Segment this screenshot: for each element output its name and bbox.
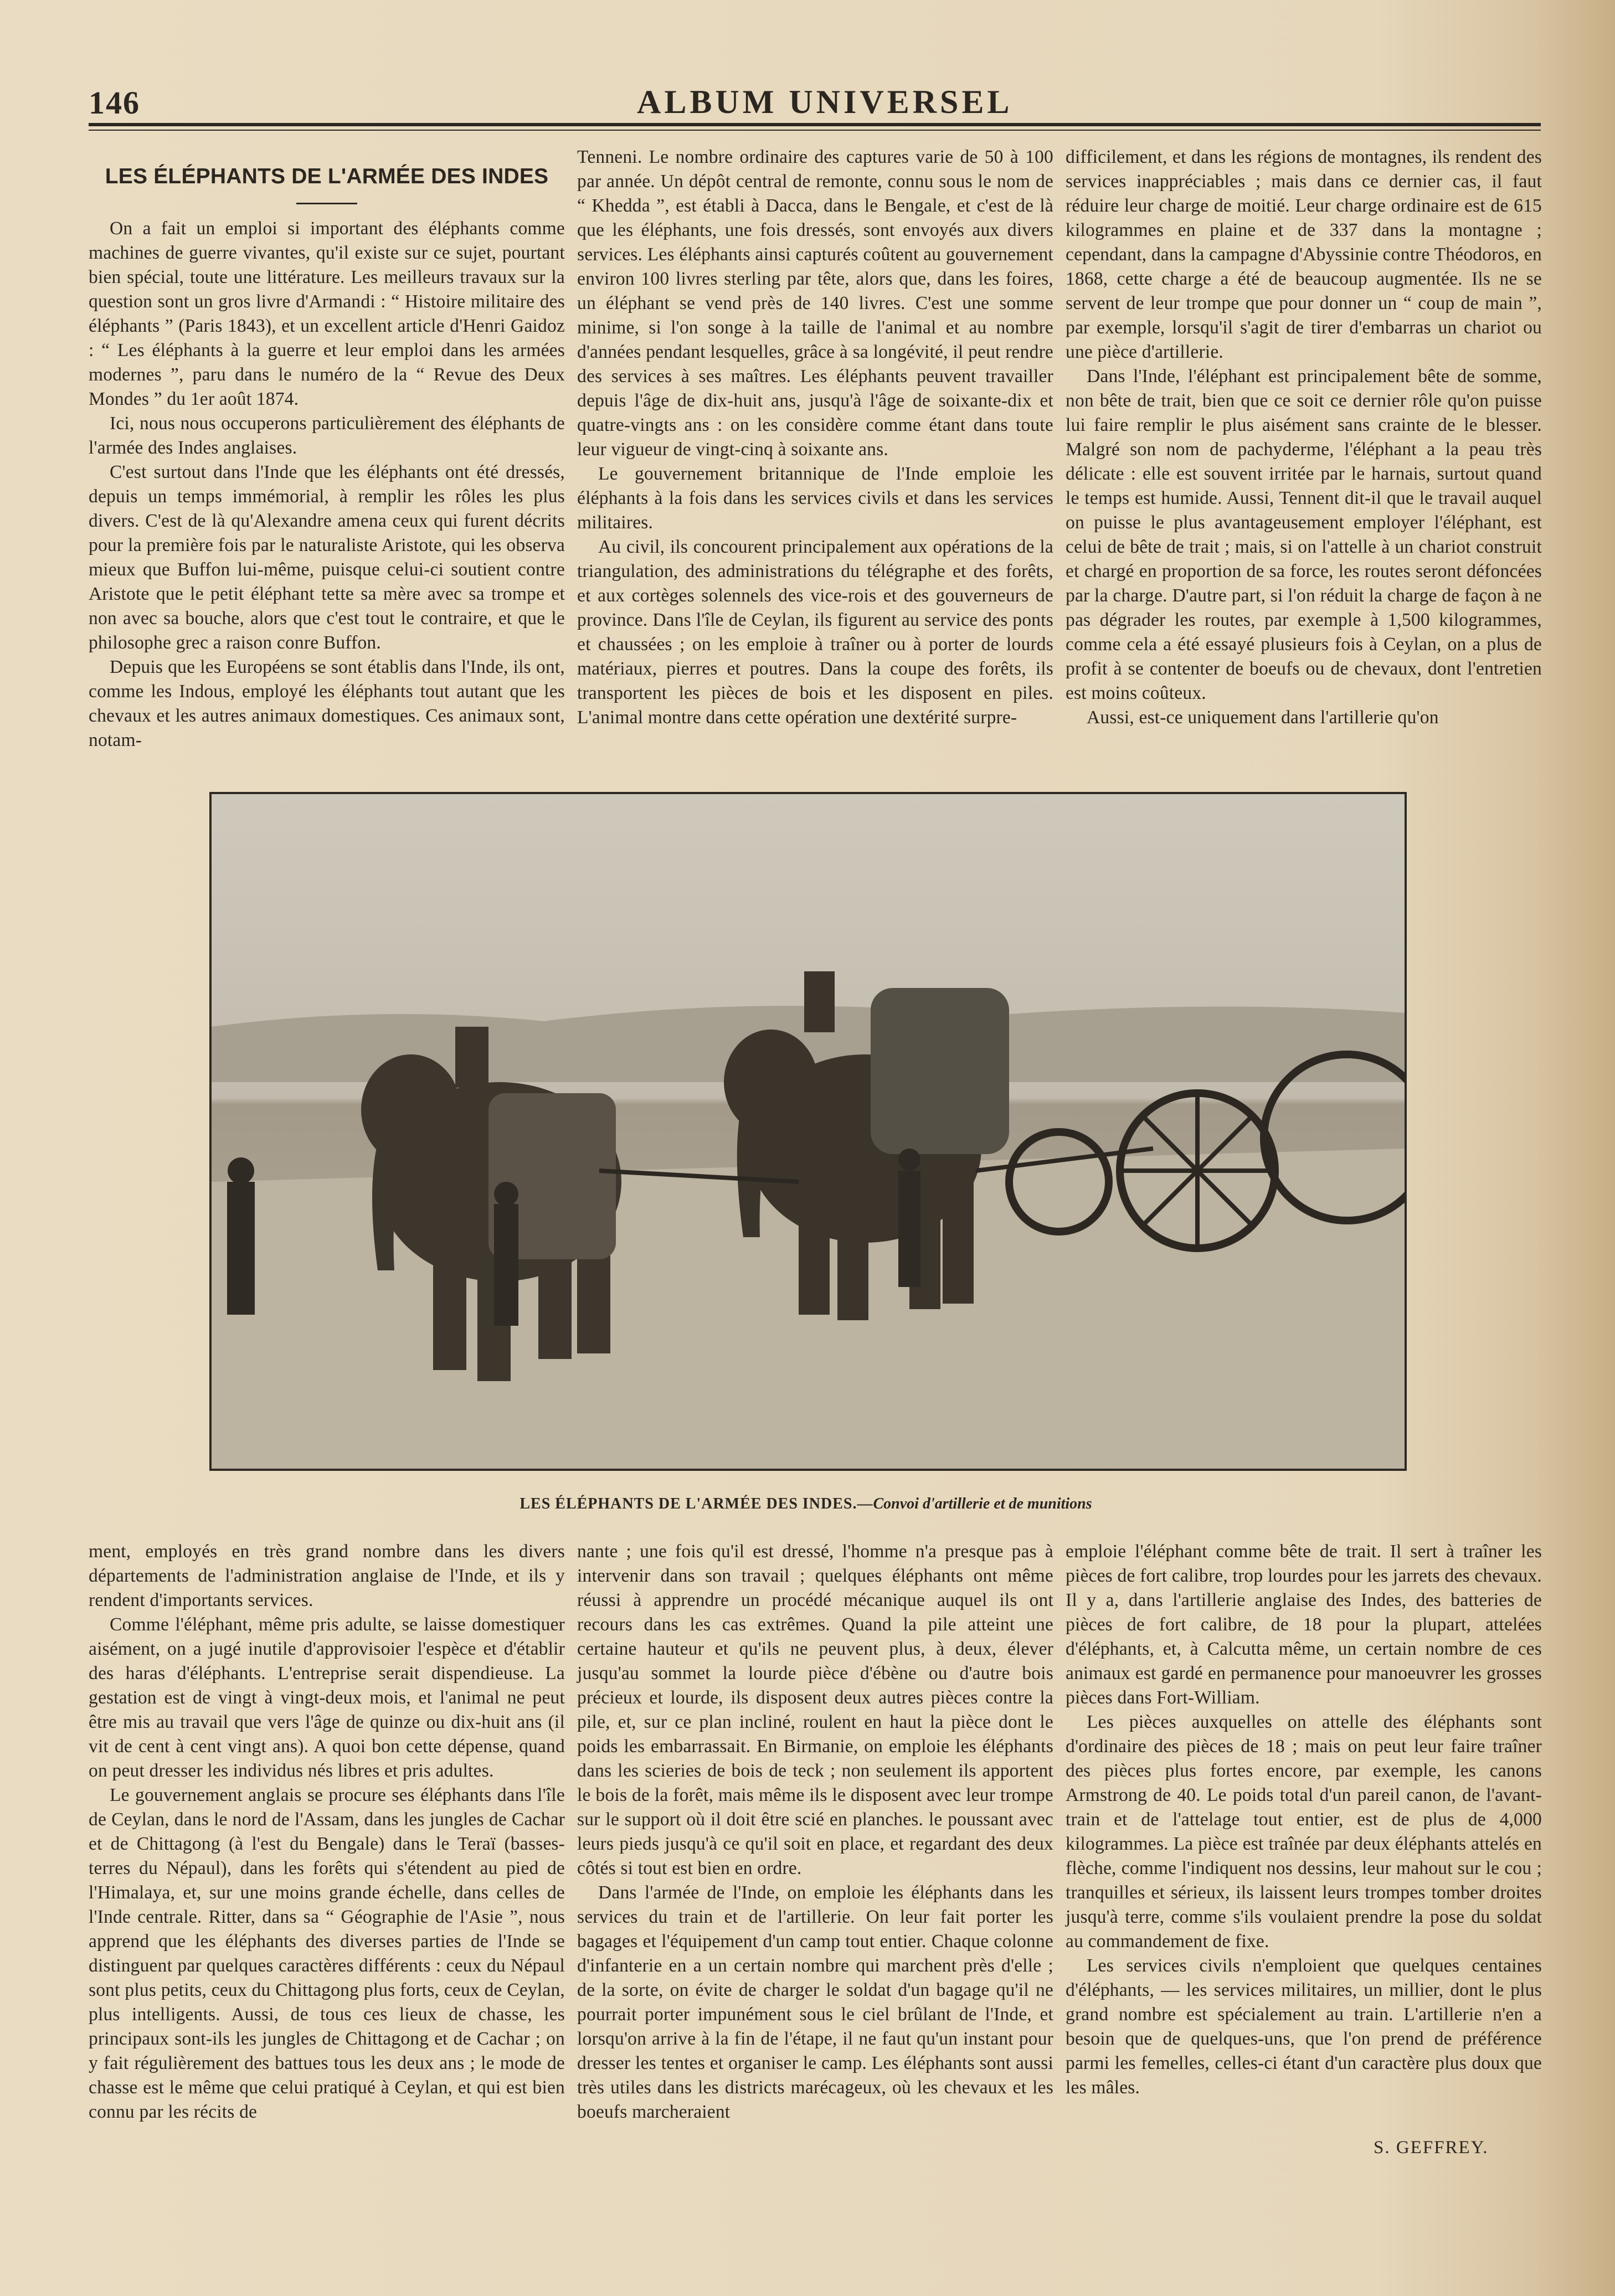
paragraph: emploie l'éléphant comme bête de trait. Il sert à traîner les pièces de fort calibre, trop lourdes pour les jarrets des chevaux. Il y a, dans l'artillerie anglaise des Indes, des batteries de pièces de fort calibre, de 18 pour la plupart, attelées d'éléphants, et, à Calcutta même, un certain nombre de ces animaux est gardé en permanence pour manoeuvrer les grosses pièces dans Fort-William. bbox=[1066, 1541, 1542, 1708]
photo-illustration bbox=[212, 794, 1405, 1469]
author-signature: S. GEFFREY. bbox=[1374, 2138, 1489, 2158]
paragraph: Dans l'Inde, l'éléphant est principalement bête de somme, non bête de trait, bien que ce soit ce dernier rôle qu'on puisse lui faire remplir le plus aisément sans crainte de le blesser. Malgré son nom de pachyderme, l'éléphant a la peau très délicate : elle est souvent irritée par le harnais, surtout quand le temps est humide. Aussi, Tennent dit-il que le travail auquel on puisse le plus avantageusement employer l'éléphant, est celui de bête de trait ; mais, si on l'attelle à un chariot construit et chargé en proportion de sa force, les routes seront défoncées par la charge. D'autre part, si l'on réduit la charge de façon à ne pas dégrader les routes, par exemple à 1,500 kilogrammes, comme cela a été essayé plusieurs fois à Ceylan, on a plus de profit à se contenter de boeufs ou de chevaux, dont l'entretien est moins coûteux. bbox=[1066, 366, 1542, 703]
bottom-column-2 bbox=[577, 1540, 1053, 2124]
paragraph: Le gouvernement britannique de l'Inde emploie les éléphants à la fois dans les services civils et dans les services militaires. bbox=[577, 464, 1053, 533]
paragraph: difficilement, et dans les régions de montagnes, ils rendent des services inappréciables ; mais dans ce dernier cas, il faut réduire leur charge de moitié. Leur charge ordinaire est de 615 kilogrammes en plaine et de 337 dans la montagne ; cependant, dans la campagne d'Abyssinie contre Théodoros, en 1868, cette charge a été de beaucoup augmentée. Ils ne se servent de leur trompe que pour donner un “ coup de main ”, par exemple, lorsqu'il s'agit de tirer d'embarras un chariot ou une pièce d'artillerie. bbox=[1066, 147, 1542, 362]
paragraph: Les pièces auxquelles on attelle des éléphants sont d'ordinaire des pièces de 18 ; mais on peut leur faire traîner des pièces plus fortes encore, par exemple, les canons Armstrong de 40. Le poids total d'un pareil canon, de l'avant-train et de l'attelage tout entier, est de plus de 4,000 kilogrammes. La pièce est traînée par deux éléphants attelés en flèche, comme l'indiquent nos dessins, leur mahout sur le cou ; tranquilles et sérieux, ils laissent leurs trompes tomber droites jusqu'à terre, comme s'ils voulaient prendre la pose du soldat au commandement de fixe. bbox=[1066, 1712, 1542, 1952]
paragraph: Aussi, est-ce uniquement dans l'artillerie qu'on bbox=[1087, 707, 1439, 728]
paragraph: Comme l'éléphant, même pris adulte, se laisse domestiquer aisément, on a jugé inutile d'approvisoier l'espèce et d'établir des haras d'éléphants. L'entreprise serait dispendieuse. La gestation est de vingt à vingt-deux mois, et l'animal ne peut être mis au travail que vers l'âge de quinze ou dix-huit ans (il vit de cent à cent vingt ans). A quoi bon cette dépense, quand on peut dresser les individus nés libres et pris adultes. bbox=[89, 1614, 565, 1781]
paragraph: Tenneni. Le nombre ordinaire des captures varie de 50 à 100 par année. Un dépôt central de remonte, connu sous le nom de “ Khedda ”, est établi à Dacca, dans le Bengale, et c'est de là que les éléphants, une fois dressés, sont envoyés aux divers services. Les éléphants ainsi capturés coûtent au gouvernement environ 100 livres sterling par tête, alors que, dans les foires, un éléphant se vend près de 140 livres. C'est une somme minime, si l'on songe à la taille de l'animal et au nombre d'années pendant lesquelles, grâce à sa longévité, il peut rendre des services à ses maîtres. Les éléphants peuvent travailler depuis l'âge de dix-huit ans, jusqu'à l'âge de soixante-dix et quatre-vingts ans : on les considère comme étant dans toute leur vigueur de vingt-cinq à soixante ans. bbox=[577, 147, 1053, 460]
article-title: LES ÉLÉPHANTS DE L'ARMÉE DES INDES bbox=[105, 164, 549, 188]
paragraph: Les services civils n'emploient que quelques centaines d'éléphants, — les services militaires, un millier, dont le plus grand nombre est spécialement au train. L'artillerie n'en a besoin que de quelques-uns, que l'on prend de préférence parmi les femelles, celles-ci étant d'un caractère plus doux que les mâles. bbox=[1066, 1955, 1542, 2098]
top-column-3 bbox=[1066, 145, 1542, 730]
bottom-column-1 bbox=[89, 1540, 565, 2124]
caption-main: LES ÉLÉPHANTS DE L'ARMÉE DES INDES.— bbox=[520, 1495, 873, 1512]
paragraph: On a fait un emploi si important des éléphants comme machines de guerre vivantes, qu'il existe sur ce sujet, pourtant bien spécial, toute une littérature. Les meilleurs travaux sur la question sont un gros livre d'Armandi : “ Histoire militaire des éléphants ” (Paris 1843), et un excellent article d'Henri Gaidoz : “ Les éléphants à la guerre et leur emploi dans les armées modernes ”, paru dans le numéro de la “ Revue des Deux Mondes ” du 1er août 1874. bbox=[89, 218, 565, 409]
top-column-1 bbox=[89, 145, 565, 753]
page-number: 146 bbox=[89, 85, 140, 121]
photograph-elephant-artillery bbox=[209, 792, 1407, 1471]
paragraph: Dans l'armée de l'Inde, on emploie les éléphants dans les services du train et de l'artillerie. On leur fait porter les bagages et l'équipement d'un camp tout entier. Chaque colonne d'infanterie en a un certain nombre qui marchent près d'elle ; de la sorte, on évite de charger le soldat d'un bagage qu'il ne pourrait porter impunément sous le ciel brûlant de l'Inde, et lorsqu'on arrive à la fin de l'étape, il ne faut qu'un instant pour dresser les tentes et organiser le camp. Les éléphants sont aussi très utiles dans les districts marécageux, où les chevaux et les boeufs marcheraient bbox=[577, 1882, 1053, 2122]
photo-caption bbox=[209, 1495, 1402, 1513]
journal-title: ALBUM UNIVERSEL bbox=[637, 84, 1013, 120]
bottom-column-3 bbox=[1066, 1540, 1542, 2100]
header-rule bbox=[89, 123, 1541, 126]
top-column-2 bbox=[577, 145, 1053, 730]
paragraph: nante ; une fois qu'il est dressé, l'homme n'a presque pas à intervenir dans son travail ; quelques éléphants ont même réussi à apprendre un procédé mécanique auquel ils ont recours dans les cas extrêmes. Quand la pile atteint une certaine hauteur et qu'ils ne peuvent plus, à deux, élever jusqu'au sommet la lourde pièce d'ébène ou d'autre bois précieux et lourde, ils disposent deux autres pièces contre la pile, et, sur ce plan incliné, roulent en haut la pièce dont le poids les embarrassait. En Birmanie, on emploie les éléphants dans les scieries de bois de teck ; non seulement ils apportent le bois de la forêt, mais même ils le disposent avec leur trompe sur le support où il doit être scié en planches. le poussant avec leurs pieds jusqu'à ce qu'il soit en place, et regardant des deux côtés si tout est bien en ordre. bbox=[577, 1541, 1053, 1878]
header-rule-thin bbox=[89, 130, 1541, 131]
paragraph: C'est surtout dans l'Inde que les éléphants ont été dressés, depuis un temps immémorial, à remplir les rôles les plus divers. C'est de là qu'Alexandre amena ceux qui furent décrits pour la première fois par le naturaliste Aristote, qui les observa mieux que Buffon lui-même, puisque celui-ci soutient contre Aristote que le petit éléphant tette sa mère avec sa trompe et non avec sa bouche, alors que c'est tout le contraire, et que le philosophe grec a raison conre Buffon. bbox=[89, 462, 565, 653]
paragraph: Depuis que les Européens se sont établis dans l'Inde, ils ont, comme les Indous, employé les éléphants tout autant que les chevaux et les autres animaux domestiques. Ces animaux sont, notam- bbox=[89, 657, 565, 750]
paragraph: Ici, nous nous occuperons particulièrement des éléphants de l'armée des Indes anglaises. bbox=[89, 413, 565, 458]
paragraph: Au civil, ils concourent principalement aux opérations de la triangulation, des administrations du télégraphe et des forêts, et aux cortèges solennels des vice-rois et des gouverneurs de province. Dans l'île de Ceylan, ils figurent au service des ponts et chaussées ; on les emploie à traîner ou à porter de lourds matériaux, pierres et poutres. Dans la coupe des forêts, ils transportent les pièces de bois et les disposent en piles. L'animal montre dans cette opération une dextérité surpre- bbox=[577, 537, 1053, 728]
title-rule bbox=[296, 203, 357, 204]
caption-subtitle: Convoi d'artillerie et de munitions bbox=[873, 1495, 1092, 1512]
paragraph: Le gouvernement anglais se procure ses éléphants dans l'île de Ceylan, dans le nord de l'Assam, dans les jungles de Cachar et de Chittagong (à l'est du Bengale) dans le Teraï (basses-terres du Népaul), dans les forêts qui s'étendent au pied de l'Himalaya, et, sur une moins grande échelle, dans celles de l'Inde centrale. Ritter, dans sa “ Géographie de l'Asie ”, nous apprend que les éléphants des diverses parties de l'Inde se distinguent par quelques caractères différents : ceux du Népaul sont plus petits, ceux du Chittagong plus forts, ceux de Ceylan, plus intelligents. Aussi, de tous ces lieux de chasse, les principaux sont-ils les jungles de Chittagong et de Cachar ; on y fait régulièrement des battues tous les deux ans ; le mode de chasse est le même que celui pratiqué à Ceylan, et qui est bien connu par les récits de bbox=[89, 1785, 565, 2122]
paragraph: ment, employés en très grand nombre dans les divers départements de l'administration anglaise de l'Inde, et ils y rendent d'importants services. bbox=[89, 1541, 565, 1610]
